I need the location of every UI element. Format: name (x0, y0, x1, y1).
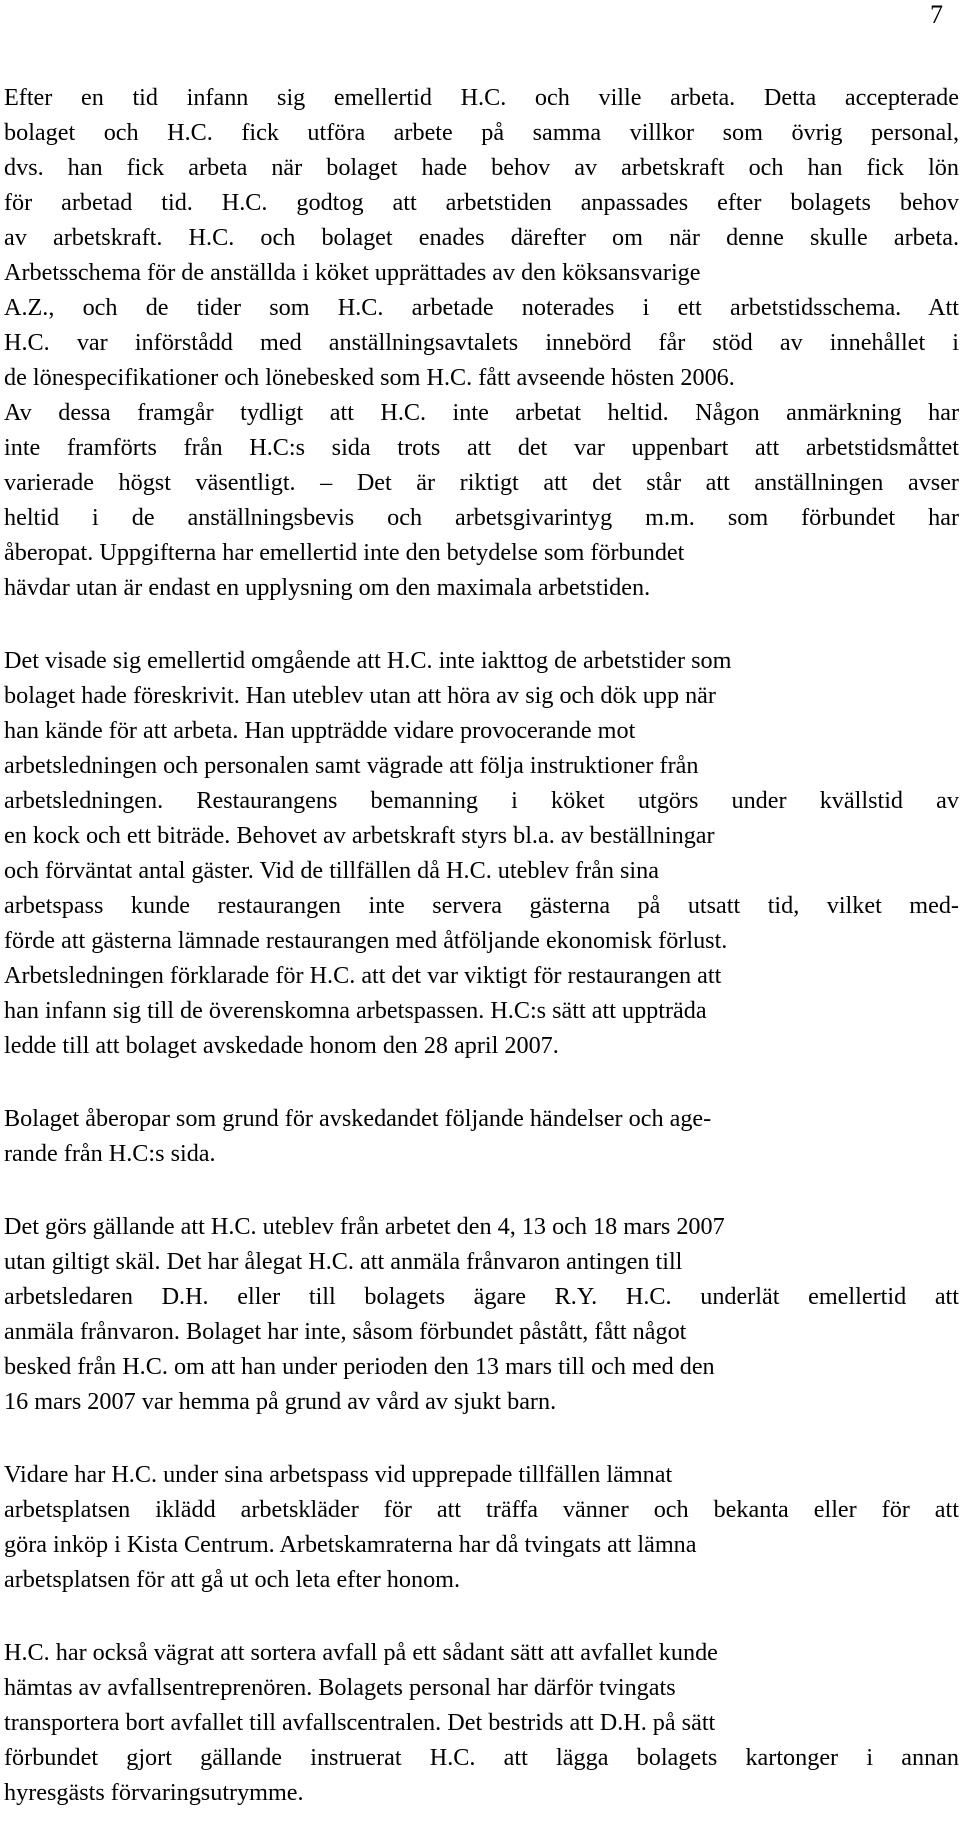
text-line: varierade högst väsentligt. – Det är riktigt att det står att anställningen avser (4, 469, 959, 496)
text-line: hävdar utan är endast en upplysning om den maximala arbetstiden. (4, 574, 651, 601)
text-line: inte framförts från H.C:s sida trots att det var uppenbart att arbetstidsmåttet (4, 434, 959, 461)
paragraph (0, 1209, 960, 1419)
text-line: arbetspass kunde restaurangen inte servera gästerna på utsatt tid, vilket med- (4, 892, 959, 919)
text-line: Av dessa framgår tydligt att H.C. inte arbetat heltid. Någon anmärkning har (4, 399, 959, 426)
paragraph-spacer (0, 1419, 960, 1457)
paragraph (0, 643, 960, 1063)
document-body (0, 80, 960, 1810)
text-line: heltid i de anställningsbevis och arbetsgivarintyg m.m. som förbundet har (4, 504, 959, 531)
page-number: 7 (930, 0, 943, 29)
paragraph-spacer (0, 1063, 960, 1101)
text-line: anmäla frånvaron. Bolaget har inte, såsom förbundet påstått, fått något (4, 1318, 687, 1345)
paragraph (0, 1101, 960, 1171)
text-line: dvs. han fick arbeta när bolaget hade behov av arbetskraft och han fick lön (4, 154, 959, 181)
text-line: utan giltigt skäl. Det har ålegat H.C. att anmäla frånvaron antingen till (4, 1248, 683, 1275)
text-line: Arbetsledningen förklarade för H.C. att det var viktigt för restaurangen att (4, 962, 722, 989)
text-line: A.Z., och de tider som H.C. arbetade noterades i ett arbetstidsschema. Att (4, 294, 959, 321)
text-line: de lönespecifikationer och lönebesked som H.C. fått avseende hösten 2006. (4, 364, 735, 391)
text-line: H.C. har också vägrat att sortera avfall på ett sådant sätt att avfallet kunde (4, 1639, 718, 1666)
text-line: en kock och ett biträde. Behovet av arbetskraft styrs bl.a. av beställningar (4, 822, 715, 849)
text-line: och förväntat antal gäster. Vid de tillfällen då H.C. uteblev från sina (4, 857, 659, 884)
text-line: hämtas av avfallsentreprenören. Bolagets personal har därför tvingats (4, 1674, 676, 1701)
paragraph-spacer (0, 1597, 960, 1635)
text-line: 16 mars 2007 var hemma på grund av vård av sjukt barn. (4, 1388, 557, 1415)
paragraph (0, 1457, 960, 1597)
text-line: åberopat. Uppgifterna har emellertid inte den betydelse som förbundet (4, 539, 685, 566)
text-line: arbetsledaren D.H. eller till bolagets ägare R.Y. H.C. underlät emellertid att (4, 1283, 959, 1310)
text-line: arbetsledningen och personalen samt vägrade att följa instruktioner från (4, 752, 699, 779)
text-line: Efter en tid infann sig emellertid H.C. och ville arbeta. Detta accepterade (4, 84, 959, 111)
paragraph (0, 80, 960, 605)
text-line: bolaget och H.C. fick utföra arbete på samma villkor som övrig personal, (4, 119, 959, 146)
text-line: Det visade sig emellertid omgående att H.C. inte iakttog de arbetstider som (4, 647, 732, 674)
text-line: förde att gästerna lämnade restaurangen med åtföljande ekonomisk förlust. (4, 927, 728, 954)
text-line: göra inköp i Kista Centrum. Arbetskamraterna har då tvingats att lämna (4, 1531, 697, 1558)
text-line: för arbetad tid. H.C. godtog att arbetstiden anpassades efter bolagets behov (4, 189, 959, 216)
paragraph (0, 1635, 960, 1810)
text-line: Det görs gällande att H.C. uteblev från arbetet den 4, 13 och 18 mars 2007 (4, 1213, 725, 1240)
text-line: Arbetsschema för de anställda i köket upprättades av den köksansvarige (4, 259, 701, 286)
text-line: Vidare har H.C. under sina arbetspass vid upprepade tillfällen lämnat (4, 1461, 673, 1488)
text-line: bolaget hade föreskrivit. Han uteblev utan att höra av sig och dök upp när (4, 682, 716, 709)
text-line: arbetsledningen. Restaurangens bemanning i köket utgörs under kvällstid av (4, 787, 959, 814)
text-line: arbetsplatsen iklädd arbetskläder för att träffa vänner och bekanta eller för att (4, 1496, 959, 1523)
text-line: rande från H.C:s sida. (4, 1140, 216, 1167)
text-line: han kände för att arbeta. Han uppträdde vidare provocerande mot (4, 717, 636, 744)
text-line: besked från H.C. om att han under perioden den 13 mars till och med den (4, 1353, 715, 1380)
text-line: transportera bort avfallet till avfallscentralen. Det bestrids att D.H. på sätt (4, 1709, 716, 1736)
paragraph-spacer (0, 1171, 960, 1209)
text-line: ledde till att bolaget avskedade honom den 28 april 2007. (4, 1032, 559, 1059)
text-line: H.C. var införstådd med anställningsavtalets innebörd får stöd av innehållet i (4, 329, 959, 356)
text-line: han infann sig till de överenskomna arbetspassen. H.C:s sätt att uppträda (4, 997, 707, 1024)
text-line: hyresgästs förvaringsutrymme. (4, 1779, 304, 1806)
text-line: förbundet gjort gällande instruerat H.C. att lägga bolagets kartonger i annan (4, 1744, 959, 1771)
text-line: Bolaget åberopar som grund för avskedandet följande händelser och age- (4, 1105, 712, 1132)
text-line: av arbetskraft. H.C. och bolaget enades därefter om när denne skulle arbeta. (4, 224, 959, 251)
paragraph-spacer (0, 605, 960, 643)
text-line: arbetsplatsen för att gå ut och leta efter honom. (4, 1566, 461, 1593)
